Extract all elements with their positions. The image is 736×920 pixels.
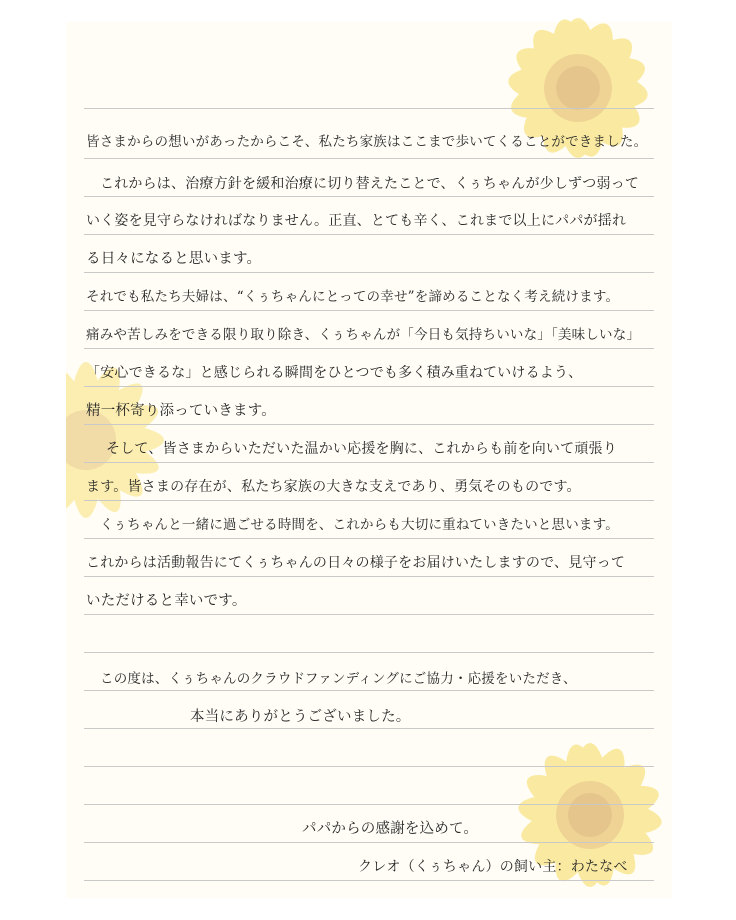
ruled-line [84,576,654,577]
letter-line: そして、皆さまからいただいた温かい応援を胸に、これからも前を向いて頑張り [106,441,617,457]
thanks-line: 本当にありがとうございました。 [190,709,411,725]
ruled-line [84,196,654,197]
thanks-line: この度は、くぅちゃんのクラウドファンディングにご協力・応援をいただき、 [100,671,577,687]
signature: クレオ（くぅちゃん）の飼い主：わたなべ [358,859,628,875]
letter-line: 痛みや苦しみをできる限り取り除き、くぅちゃんが「今日も気持ちいいな」「美味しいな」 [86,327,641,343]
ruled-line [84,158,654,159]
ruled-line [84,538,654,539]
ruled-line [84,234,654,235]
ruled-line [84,108,654,109]
letter-line: 皆さまからの想いがあったからこそ、私たち家族はここまで歩いてくることができました。 [86,134,648,150]
letter-line: いただけると幸いです。 [86,593,247,609]
ruled-line [84,766,654,767]
ruled-line [84,310,654,311]
ruled-line [84,424,654,425]
ruled-line [84,614,654,615]
ruled-line [84,462,654,463]
closing-line: パパからの感謝を込めて。 [302,821,479,837]
letter-line: 「安心できるな」と感じられる瞬間をひとつでも多く積み重ねていけるよう、 [86,365,583,381]
letter-line: 精一杯寄り添っていきます。 [86,403,276,419]
letter-line: これからは活動報告にてくぅちゃんの日々の様子をお届けいたしますので、見守って [86,555,626,571]
ruled-line [84,842,654,843]
ruled-line [84,880,654,881]
ruled-line [84,348,654,349]
ruled-line [84,690,654,691]
ruled-line [84,500,654,501]
letter-line: いく姿を見守らなければなりません。正直、とても辛く、これまで以上にパパが揺れ [86,213,627,229]
letter-line: くぅちゃんと一緒に過ごせる時間を、これからも大切に重ねていきたいと思います。 [100,517,619,533]
letter-line: それでも私たち夫婦は、“くぅちゃんにとっての幸せ”を諦めることなく考え続けます。 [86,289,620,305]
ruled-line [84,272,654,273]
ruled-line [84,728,654,729]
letter-line: る日々になると思います。 [86,251,262,267]
letter-line: これからは、治療方針を緩和治療に切り替えたことで、くぅちゃんが少しずつ弱って [100,176,640,192]
ruled-line [84,652,654,653]
letter-line: ます。皆さまの存在が、私たち家族の大きな支えであり、勇気そのものです。 [86,479,581,495]
ruled-line [84,386,654,387]
ruled-line [84,804,654,805]
